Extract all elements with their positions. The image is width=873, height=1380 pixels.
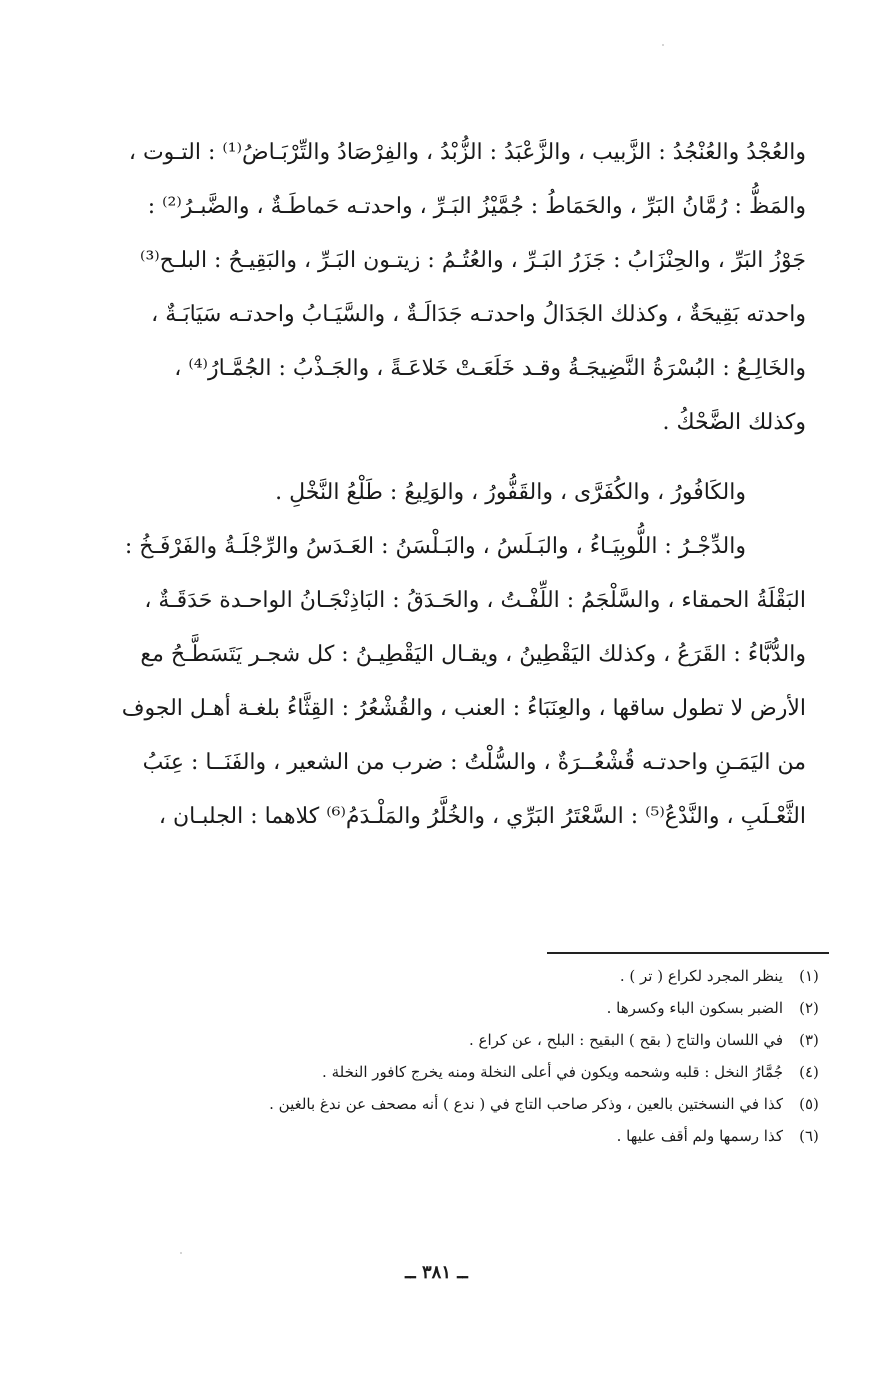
footnote-text: كذا رسمها ولم أقف عليها . [616,1127,783,1145]
footnote-text: ينظر المجرد لكراع ( تر ) . [619,967,783,985]
footnote-number: (٣) [799,1031,819,1049]
footnote-number: (١) [799,967,819,985]
text-line: والمَظُّ : رُمَّانُ البَرِّ ، والحَمَاطُ : جُمَّيْزُ البَـرِّ ، واحدتـه حَماطَـةٌ ، والضَّبـرُ⁽²⁾ : [147,194,806,219]
footnote [129,960,829,992]
text-line: والخَالِـعُ : البُسْرَةُ النَّضِيجَـةُ وقـد خَلَعَـتْ خَلاعَـةً ، والجَـذْبُ : الجُمَّـارُ⁽⁴⁾ ، [174,356,806,381]
paper-speck [180,1252,182,1254]
text-line: وكذلك الضَّحْكُ . [662,410,806,435]
footnote [129,992,829,1024]
footnote [129,1024,829,1056]
text-line: من اليَمَـنِ واحدتـه قُشْعُــرَةٌ ، والسُّلْتُ : ضرب من الشعير ، والفَنَــا : عِنَبُ [142,750,806,775]
footnote-number: (٥) [799,1095,819,1113]
text-line: الثَّعْـلَبِ ، والنَّدْعُ⁽⁵⁾ : السَّعْتَرُ البَرِّي ، والخُلَّرُ والمَلْـدَمُ⁽⁶⁾ كلاهما : الجلبـان ، [158,804,806,829]
text-line: والدِّجْـرُ : اللُّوبِيَـاءُ ، والبَـلَسُ ، والبَـلْسَنُ : العَـدَسُ والرِّجْلَـةُ والفَرْفَـخُ : [124,534,746,559]
page-number: ــ ٣٨١ ــ [405,1262,468,1283]
paper-speck [662,44,664,46]
text-line: والعُجْدُ والعُنْجُدُ : الزَّبيب ، والزَّعْبَدُ : الزُّبْدُ ، والفِرْصَادُ والتِّرْبَـاضُ⁽¹⁾ : التـوت ، [128,140,806,165]
text-line: جَوْزُ البَرِّ ، والحِنْزَابُ : جَزَرُ البَـرِّ ، والعُتُـمُ : زيتـون البَـرِّ ، والبَقِيـحُ : البلـح⁽³⁾ [140,248,806,273]
text-line: البَقْلَةُ الحمقاء ، والسَّلْجَمُ : اللِّفْـتُ ، والحَـدَقُ : البَاذِنْجَـانُ الواحـدة حَدَقَـةٌ ، [144,588,806,613]
footnote-number: (٤) [799,1063,819,1081]
text-line: والدُّبَّاءُ : القَرَعُ ، وكذلك اليَقْطِينُ ، ويقـال اليَقْطِيـنُ : كل شجـر يَتَسَطَّـحُ مع [140,642,806,667]
footnote [129,1120,829,1152]
paragraph-line: والكَافُورُ ، والكُفَرَّى ، والقَفُّورُ ، والوَلِيعُ : طَلْعُ النَّخْلِ . [275,480,746,505]
footnote-text: في اللسان والتاج ( بقح ) البقيح : البلح ، عن كراع . [468,1031,783,1049]
footnote [129,1088,829,1120]
text-line: الأرض لا تطول ساقها ، والعِنَبَاءُ : العنب ، والقُشْعُرُ : القِثَّاءُ بلغـة أهـل الجوف [121,696,806,721]
footnote-text: الضبر بسكون الباء وكسرها . [606,999,783,1017]
text-line: واحدته بَقِيحَةٌ ، وكذلك الجَدَالُ واحدتـه جَدَالَـةٌ ، والسَّيَـابُ واحدتـه سَيَابَـةٌ ، [151,302,806,327]
footnote [129,1056,829,1088]
footnote-number: (٢) [799,999,819,1017]
footnote-text: جُمَّارُ النخل : قلبه وشحمه ويكون في أعلى النخلة ومنه يخرج كافور النخلة . [322,1063,783,1081]
footnote-number: (٦) [799,1127,819,1145]
footnote-rule [547,952,829,954]
footnote-text: كذا في النسختين بالعين ، وذكر صاحب التاج في ( ندع ) أنه مصحف عن ندغ بالغين . [269,1095,783,1113]
main-text [96,126,806,844]
footnotes-section [129,952,829,1152]
